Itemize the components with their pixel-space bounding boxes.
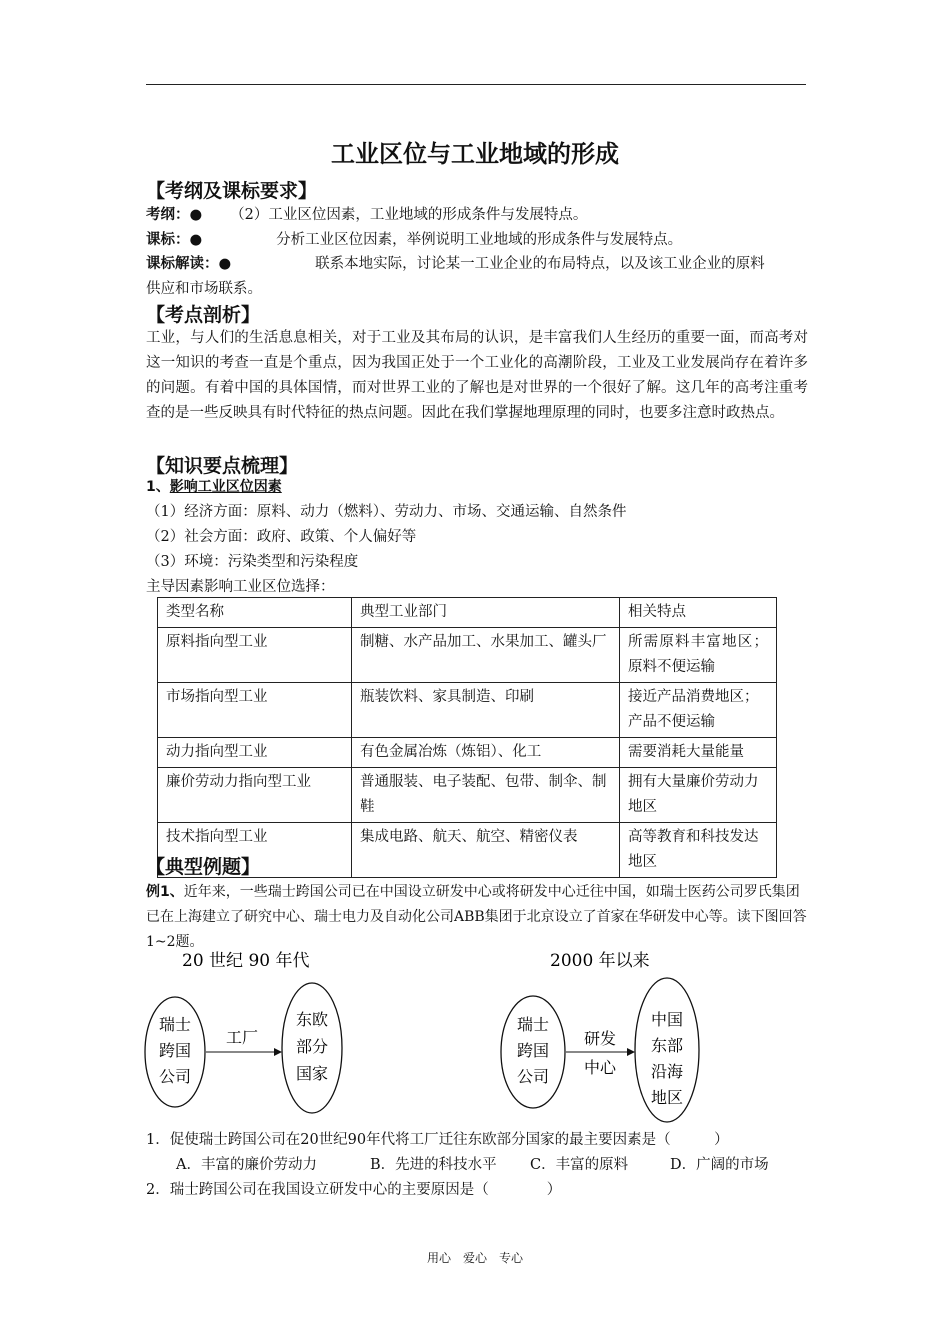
question-1-option-a: A．丰富的廉价劳动力: [176, 1157, 317, 1173]
question-2: 2．瑞士跨国公司在我国设立研发中心的主要原因是（ ）: [146, 1182, 562, 1198]
diagram-label: 瑞士: [158, 1015, 192, 1034]
diagram-arrow-label: 工厂: [225, 1028, 259, 1047]
table-cell: 有色金属冶炼（炼铝）、化工: [352, 738, 620, 768]
table-cell: 动力指向型工业: [158, 738, 352, 768]
example-label: 例1、: [146, 884, 184, 900]
table-cell: 瓶装饮料、家具制造、印刷: [352, 683, 620, 738]
table-cell: 技术指向型工业: [158, 823, 352, 878]
table-cell: 集成电路、航天、航空、精密仪表: [352, 823, 620, 878]
diagram-arrow-label: 中心: [583, 1058, 617, 1077]
diagram-label: 地区: [650, 1088, 684, 1107]
table-row: [158, 768, 777, 823]
table-header-cell: 相关特点: [620, 598, 777, 628]
factor-item: （3）环境：污染类型和污染程度: [146, 554, 359, 570]
diagram-label: 国家: [295, 1064, 329, 1083]
table-header-cell: 类型名称: [158, 598, 352, 628]
question-1-option-b: B．先进的科技水平: [370, 1157, 497, 1173]
top-rule: [146, 84, 806, 85]
diagram-label: 东部: [650, 1036, 684, 1055]
requirement-label: 课标解读：: [146, 256, 219, 272]
section-heading-knowledge: 【知识要点梳理】: [146, 455, 299, 477]
table-caption: 主导因素影响工业区位选择：: [146, 579, 335, 595]
diagram-arrow-label: 研发: [583, 1029, 617, 1048]
analysis-paragraph: 工业，与人们的生活息息相关，对于工业及其布局的认识，是丰富我们人生经历的重要一面，而高考对这一知识的考查一直是个重点，因为我国正处于一个工业化的高潮阶段，工业及工业发展尚存在着许多的问题。有着中国的具体国情，而对世界工业的了解也是对世界的一个很好了解。这几年的高考注重考查的是一些反映具有时代特征的热点问题。因此在我们掌握地理原理的同时，也要多注意时政热点。: [146, 330, 808, 421]
bullet-icon: ●: [218, 256, 232, 272]
table-header-row: [158, 598, 777, 628]
industry-type-table: [157, 597, 777, 878]
diagram-label: 公司: [158, 1067, 192, 1086]
diagram-label: 中国: [650, 1010, 684, 1029]
table-cell: 廉价劳动力指向型工业: [158, 768, 352, 823]
question-1-option-d: D．广阔的市场: [670, 1157, 769, 1173]
table-cell: 制糖、水产品加工、水果加工、罐头厂: [352, 628, 620, 683]
knowledge-subtitle: [146, 476, 282, 496]
table-cell: 接近产品消费地区；产品不便运输: [620, 683, 777, 738]
subtitle-text: 影响工业区位因素: [169, 479, 282, 495]
bullet-icon: ●: [189, 232, 203, 248]
requirement-row-standard: [146, 228, 682, 249]
requirement-row-interpretation: [146, 252, 765, 273]
migration-diagram: [140, 940, 740, 1130]
section-heading-analysis: 【考点剖析】: [146, 304, 261, 326]
table-row: [158, 738, 777, 768]
subtitle-number: 1、: [146, 479, 170, 495]
factor-item: （2）社会方面：政府、政策、个人偏好等: [146, 529, 417, 545]
requirement-row-exam: [146, 203, 587, 224]
table-header-cell: 典型工业部门: [352, 598, 620, 628]
diagram-label: 部分: [295, 1037, 329, 1056]
diagram-left-title: 20 世纪 90 年代: [182, 951, 310, 971]
table-row: [158, 628, 777, 683]
requirement-text: （2）工业区位因素，工业地域的形成条件与发展特点。: [230, 207, 588, 223]
factor-item: （1）经济方面：原料、动力（燃料）、劳动力、市场、交通运输、自然条件: [146, 504, 627, 520]
requirement-label: 考纲：: [146, 207, 190, 223]
question-1: 1．促使瑞士跨国公司在20世纪90年代将工厂迁往东欧部分国家的最主要因素是（ ）: [146, 1132, 729, 1148]
example-text: 近年来，一些瑞士跨国公司已在中国设立研发中心或将研发中心迁往中国，如瑞士医药公司罗氏集团已在上海建立了研究中心、瑞士电力及自动化公司ABB集团于北京设立了首家在华研发中心等。读下图回答1~2题。: [146, 884, 807, 950]
table-row: [158, 683, 777, 738]
section-heading-requirements: 【考纲及课标要求】: [146, 180, 318, 202]
table-cell: 高等教育和科技发达地区: [620, 823, 777, 878]
table-cell: 需要消耗大量能量: [620, 738, 777, 768]
table-cell: 市场指向型工业: [158, 683, 352, 738]
diagram-label: 东欧: [295, 1010, 329, 1029]
page-footer: 用心 爱心 专心: [426, 1251, 523, 1265]
table-cell: 普通服装、电子装配、包带、制伞、制鞋: [352, 768, 620, 823]
diagram-right-title: 2000 年以来: [550, 951, 650, 971]
diagram-label: 公司: [516, 1067, 550, 1086]
requirement-text: 联系本地实际，讨论某一工业企业的布局特点，以及该工业企业的原料: [315, 256, 765, 272]
question-1-option-c: C．丰富的原料: [530, 1157, 629, 1173]
page-title: 工业区位与工业地域的形成: [331, 140, 619, 168]
requirement-label: 课标：: [146, 232, 190, 248]
diagram-label: 跨国: [516, 1041, 550, 1060]
table-cell: 原料指向型工业: [158, 628, 352, 683]
requirement-text: 分析工业区位因素，举例说明工业地域的形成条件与发展特点。: [276, 232, 683, 248]
table-cell: 所需原料丰富地区；原料不便运输: [620, 628, 777, 683]
diagram-label: 跨国: [158, 1041, 192, 1060]
bullet-icon: ●: [189, 207, 203, 223]
table-cell: 拥有大量廉价劳动力地区: [620, 768, 777, 823]
diagram-label: 沿海: [650, 1062, 684, 1081]
section-heading-examples: 【典型例题】: [146, 856, 261, 878]
requirement-row-interpretation-cont: 供应和市场联系。: [146, 281, 262, 297]
diagram-label: 瑞士: [516, 1015, 550, 1034]
